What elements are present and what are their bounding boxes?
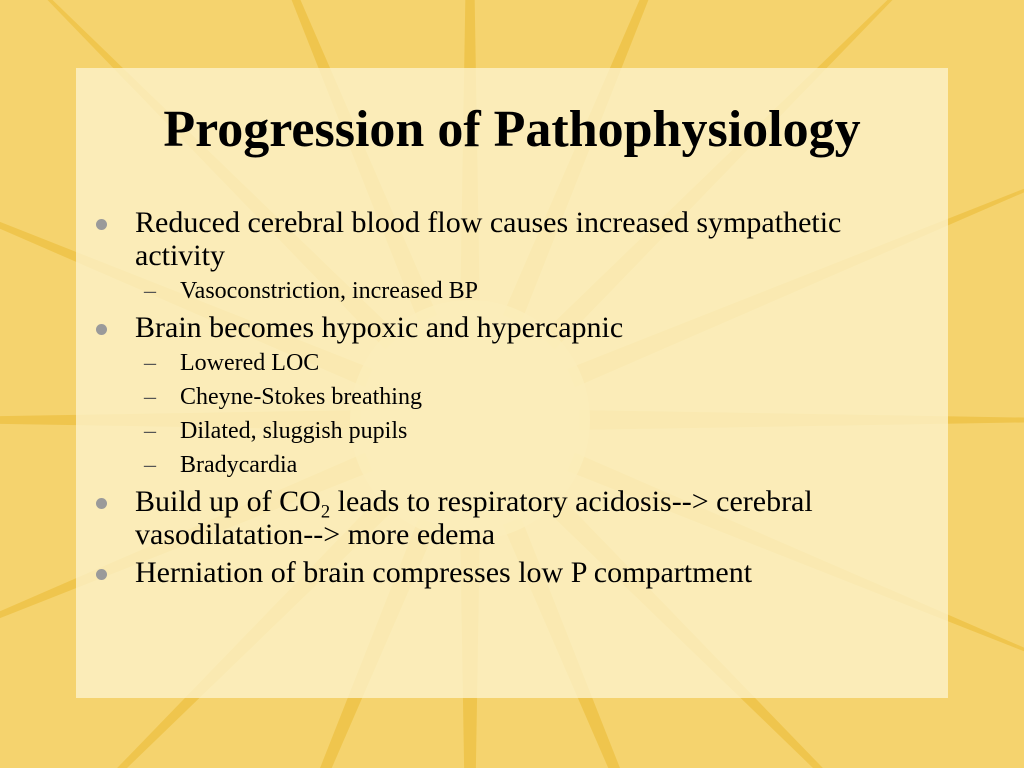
- bullet-item: [96, 485, 936, 551]
- sub-bullet-item: [96, 383, 936, 412]
- dash-marker: –: [144, 452, 156, 478]
- sub-bullet-item: [96, 417, 936, 446]
- sub-bullet-text: Dilated, sluggish pupils: [180, 418, 408, 444]
- bullet-dot-icon: [96, 498, 107, 509]
- subscript-2: 2: [320, 501, 331, 523]
- bullet-dot-icon: [96, 569, 107, 580]
- bullet-text-part: Build up of CO: [135, 485, 321, 518]
- dash-marker: –: [144, 384, 156, 410]
- slide-title: Progression of Pathophysiology: [163, 101, 861, 158]
- sub-bullet-item: [96, 349, 936, 378]
- dash-marker: –: [144, 350, 156, 376]
- dash-marker: –: [144, 418, 156, 444]
- sub-bullet-item: [96, 277, 936, 306]
- bullet-item: [96, 556, 936, 589]
- bullet-dot-icon: [96, 219, 107, 230]
- bullet-item: [96, 311, 936, 344]
- bullet-list: [96, 206, 936, 594]
- sub-bullet-text: Cheyne-Stokes breathing: [180, 384, 422, 410]
- bullet-item: [96, 206, 936, 272]
- bullet-text: [135, 485, 813, 551]
- sub-bullet-text: Bradycardia: [180, 452, 298, 478]
- bullet-text: Brain becomes hypoxic and hypercapnic: [135, 311, 624, 344]
- sub-bullet-text: Lowered LOC: [180, 350, 320, 376]
- bullet-text-part: leads to respiratory acidosis--> cerebral vasodilatation--> more edema: [135, 485, 813, 551]
- bullet-text: Herniation of brain compresses low P compartment: [135, 556, 753, 589]
- dash-marker: –: [144, 278, 156, 304]
- sub-bullet-text: Vasoconstriction, increased BP: [180, 278, 478, 304]
- bullet-text: Reduced cerebral blood flow causes increased sympathetic activity: [135, 206, 842, 272]
- bullet-dot-icon: [96, 324, 107, 335]
- sub-bullet-item: [96, 451, 936, 480]
